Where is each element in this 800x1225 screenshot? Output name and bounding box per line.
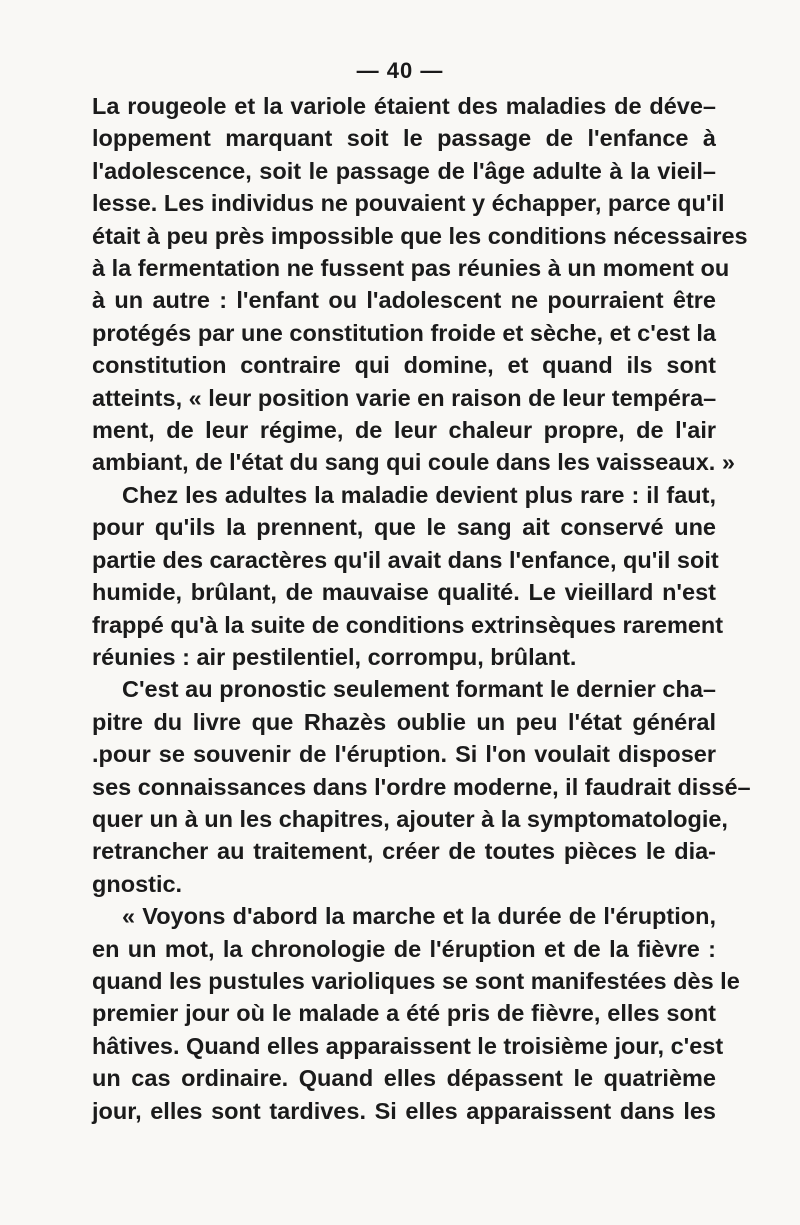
text-line: « Voyons d'abord la marche et la durée de l'éruption, <box>122 903 716 930</box>
text-line: loppement marquant soit le passage de l'enfance à <box>92 125 716 152</box>
text-line: quand les pustules varioliques se sont manifestées dès le <box>92 967 740 994</box>
text-line: l'adolescence, soit le passage de l'âge adulte à la vieil– <box>92 157 716 184</box>
body-text <box>92 90 751 1127</box>
text-line: La rougeole et la variole étaient des maladies de déve– <box>92 93 716 119</box>
text-line: était à peu près impossible que les conditions nécessaires <box>92 222 748 249</box>
text-line: réunies : air pestilentiel, corrompu, brûlant. <box>92 643 577 670</box>
text-line: lesse. Les individus ne pouvaient y échapper, parce qu'il <box>92 190 725 217</box>
page-number: — 40 — <box>356 58 444 83</box>
text-line: jour, elles sont tardives. Si elles apparaissent dans les <box>92 1097 716 1124</box>
text-line: .pour se souvenir de l'éruption. Si l'on voulait disposer <box>92 741 716 768</box>
text-line: à un autre : l'enfant ou l'adolescent ne pourraient être <box>92 287 716 314</box>
text-line: retrancher au traitement, créer de toutes pièces le dia- <box>92 838 716 865</box>
text-line: en un mot, la chronologie de l'éruption et de la fièvre : <box>92 935 716 962</box>
text-line: atteints, « leur position varie en raison de leur tempéra– <box>92 384 717 411</box>
text-line: constitution contraire qui domine, et quand ils sont <box>92 352 716 379</box>
text-line: quer un à un les chapitres, ajouter à la symptomatologie, <box>92 805 728 832</box>
text-line: pitre du livre que Rhazès oublie un peu l'état général <box>92 708 716 735</box>
text-line: un cas ordinaire. Quand elles dépassent le quatrième <box>92 1065 716 1092</box>
text-line: ses connaissances dans l'ordre moderne, il faudrait dissé– <box>92 773 751 800</box>
text-line: C'est au pronostic seulement formant le dernier cha– <box>122 676 716 703</box>
text-line: partie des caractères qu'il avait dans l'enfance, qu'il soit <box>92 546 719 573</box>
text-line: Chez les adultes la maladie devient plus rare : il faut, <box>122 481 716 508</box>
text-line: ment, de leur régime, de leur chaleur propre, de l'air <box>92 417 716 444</box>
text-line: à la fermentation ne fussent pas réunies à un moment ou <box>92 255 730 282</box>
text-line: gnostic. <box>92 870 183 897</box>
text-line: protégés par une constitution froide et sèche, et c'est la <box>92 319 716 346</box>
text-line: premier jour où le malade a été pris de fièvre, elles sont <box>92 1000 716 1027</box>
text-line: pour qu'ils la prennent, que le sang ait conservé une <box>92 514 716 541</box>
text-line: humide, brûlant, de mauvaise qualité. Le vieillard n'est <box>92 579 716 606</box>
text-line: hâtives. Quand elles apparaissent le troisième jour, c'est <box>92 1032 724 1059</box>
text-line: frappé qu'à la suite de conditions extrinsèques rarement <box>92 611 724 638</box>
text-line: ambiant, de l'état du sang qui coule dans les vaisseaux. » <box>92 449 735 476</box>
